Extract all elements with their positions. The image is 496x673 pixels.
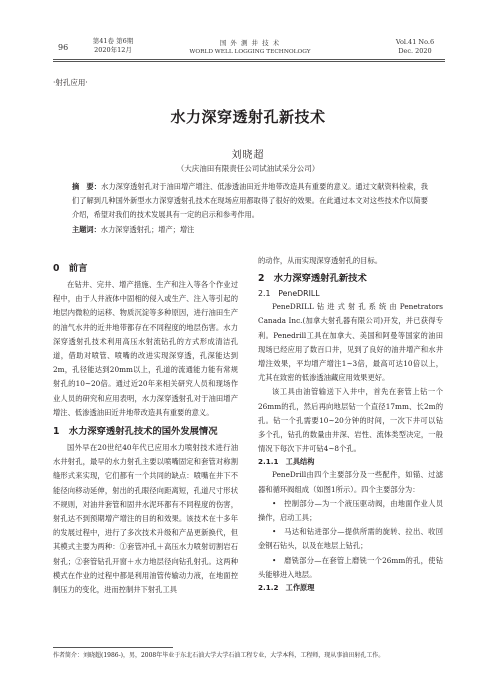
header-rule [53,59,445,60]
continued-paragraph: 的动作，从而实现深穿透射孔的目标。 [258,256,383,265]
volume-number-en: Vol.41 No.6 [395,38,435,46]
bullet-control: • 控制部分—为一个液压驱动阀，由地面作业人员操作，启动工具； [258,498,443,523]
affiliation: （大庆油田有限责任公司试油试采分公司） [176,164,320,173]
abstract-label: 摘 要： [72,182,102,191]
bullet-milling: • 磨铣部分—在套管上磨铣一个26mm的孔，使钻头能够进入地层。 [258,555,443,579]
bullet-motor: • 马达和钻进部分—提供所需的旋转、拉出、收回金钢石钻头，以及在地层上钻孔； [258,527,443,551]
journal-name-cn: 国 外 测 井 技 术 [219,39,281,47]
page-number: 96 [58,43,69,52]
footnote-rule [53,647,173,648]
issue-date: 2020年12月 [94,46,132,54]
keywords-label: 主题词： [72,225,101,234]
keywords [72,223,428,237]
heading-section-1: 1 水力深穿透射孔技术的国外发展情况 [53,426,218,438]
heading-introduction: 0 前言 [53,263,88,274]
right-column [258,254,443,594]
volume-issue: 第41卷 第6期 [92,37,134,45]
paper-title: 水力深穿透射孔新技术 [170,108,326,126]
keywords-text: 水力深穿透射孔；增产；增注 [100,225,195,234]
header-rule-2 [53,61,445,62]
heading-2-1-2: 2.1.2 工作原理 [258,583,315,593]
abstract [72,180,428,222]
section-label: ·射孔应用· [53,78,88,87]
tool-structure-paragraph: PeneDrill由四个主要部分及一些配件，如锚、过滤器和循环阀组成（如图1所示）。四个主要部分为： [258,470,443,494]
journal-name-en: WORLD WELL LOGGING TECHNOLOGY [189,49,311,55]
author-footnote: 作者简介：刘晓超(1986-)，男，2008年毕业于东北石油大学大学石油工程专业，大学本科，工程师，现从事油田射孔工作。 [53,652,385,659]
author: 刘晓超 [231,150,265,161]
left-column [53,262,238,597]
heading-section-2: 2 水力深穿透射孔新技术 [258,273,367,285]
abstract-text: 水力深穿透射孔对于油田增产增注、低渗透油田近井地带改造具有重要的意义。通过文献资料检索，我们了解到几种国外新型水力深穿透射孔技术在现场应用都取得了很好的效果。在此通过本文对这些技术作以简要介绍，希望对我们的技术发展具有一定的启示和参考作用。 [72,182,428,219]
intro-paragraph: 在钻井、完井、增产措施、生产和注入等各个作业过程中，由于人井液体中固相的侵入或生产、注入等引起的地层内微粒的运移、物质沉淀等多种原因，进行油田生产的油气水井的近井地带都存在不同程度的地层伤害。水力深穿透射孔技术利用高压水射流钻孔的方式形成清洁孔道，借助对喷管、喷嘴的改进实现深穿透，孔深能达到2m，孔径能达到20mm以上，孔道的流通能力能有常规射孔的10~20倍。通过近20年来相关研究人员和现场作业人员的研究和应用表明，水力深穿透射孔对于油田增产增注、低渗透油田近井地带改造具有重要的意义。 [53,280,238,417]
heading-2-1-1: 2.1.1 工具结构 [258,457,315,467]
penedrill-paragraph-1: PeneDRILL钻进式射孔系统由Penetrators Canada Inc.(加拿大射孔器有限公司)开发，并已获得专利。Penedrill工具在加拿大、美国和阿曼等国家的油田现场已经应用了数百口井，见到了良好的油井增产和水井增注效果，平均增产增注1~3倍，最高可达10倍以上，尤其在致密的低渗透油藏应用效果更好。 [258,302,443,383]
penedrill-paragraph-2: 该工具由油管输送下入井中，首先在套管上钻一个26mm的孔，然后再向地层钻一个直径17mm、长2m的孔。钻一个孔需要10~20分钟的时间，一次下井可以钻多个孔，钻孔的数量由井深、岩性、流体类型决定，一般情况下每次下井可钻4~8个孔。 [258,387,443,454]
heading-2-1: 2.1 PeneDRILL [258,289,320,299]
date-en: Dec. 2020 [398,47,432,55]
section-1-paragraph: 国外早在20世纪40年代已应用水力喷射技术进行油水井射孔，最早的水力射孔主要以喷嘴固定和套管对称割缝形式来实现，它们都有一个共同的缺点：喷嘴在井下不能径向移动延伸，射出的孔眼径向距离短，孔道尺寸形状不规则，对油井套管和固井水泥环都有不同程度的伤害，射孔达不到预期增产增注的目的和效果。该技术在十多年的发展过程中，进行了多次技术升级和产品更新换代，但其模式主要为两种：①套管冲孔＋高压水力喷射切割岩石射孔；②套管钻孔开窗＋水力地层径向钻孔射孔。这两种模式在作业的过程中都是利用油管传输动力液，在地面控制压力的变化，进而控制井下射孔工具 [53,443,238,595]
